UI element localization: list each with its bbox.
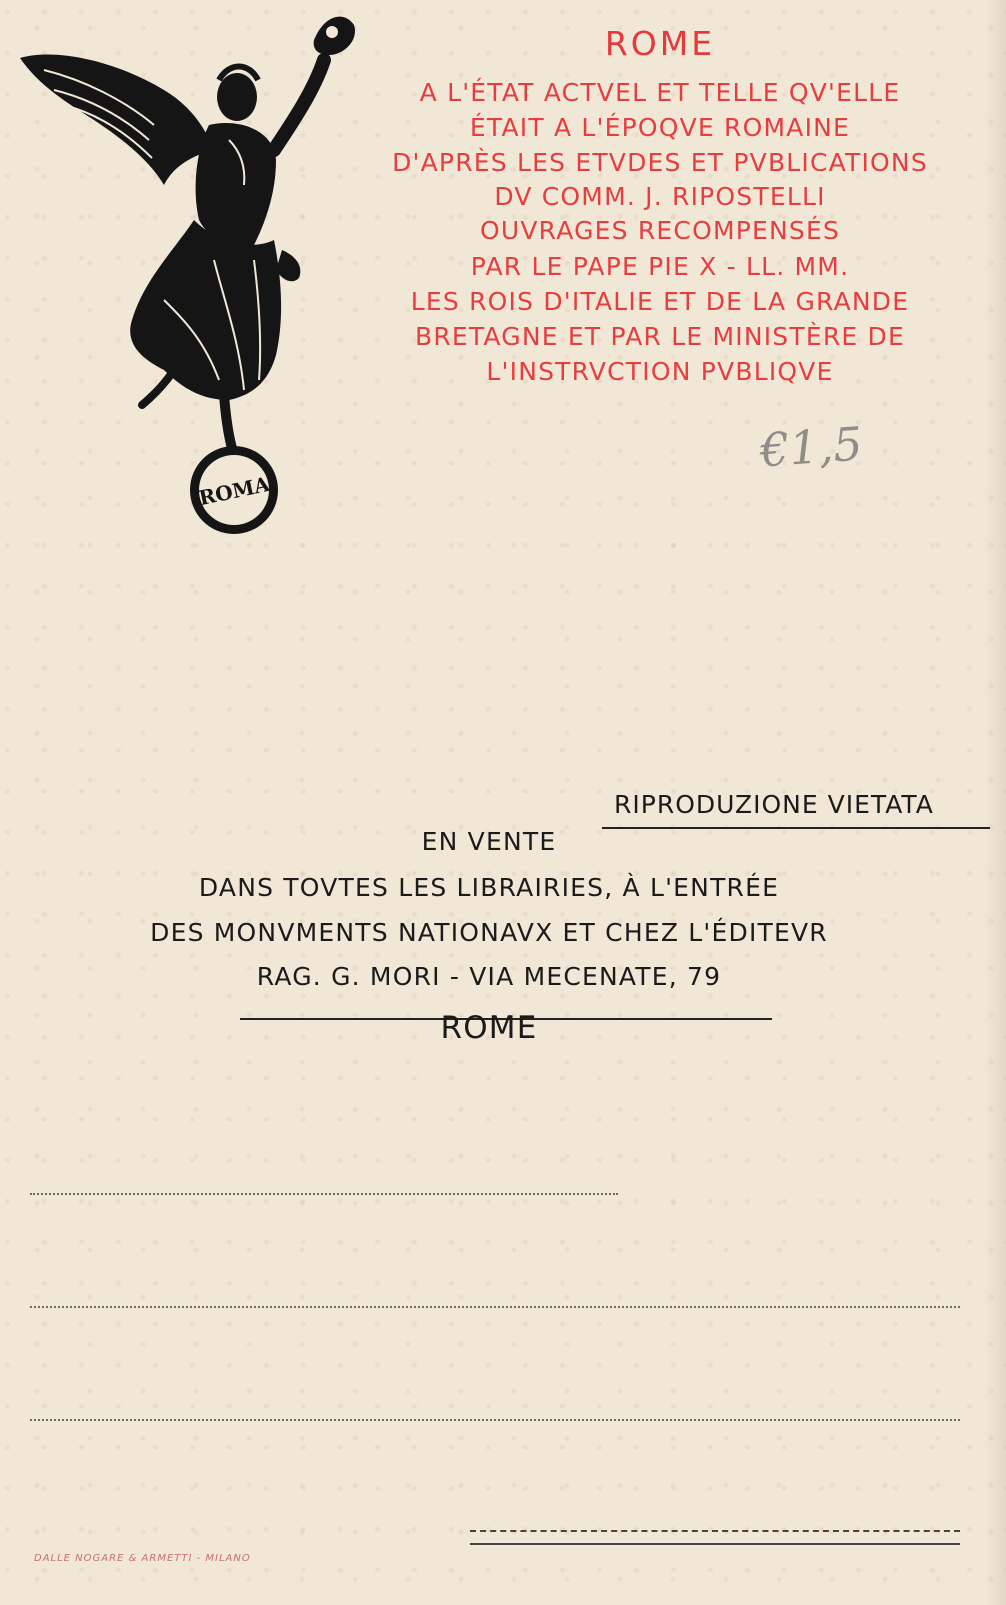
address-line-1 (30, 1193, 618, 1195)
winged-victory-icon (14, 0, 359, 550)
header-line-7: LES ROIS D'ITALIE ET DE LA GRANDE (410, 287, 910, 316)
paper-edge-shadow (984, 0, 1006, 1605)
sale-city: ROME (440, 1010, 538, 1046)
publisher-address: RAG. G. MORI - VIA MECENATE, 79 (256, 962, 722, 991)
header-line-6: PAR LE PAPE PIE X - LL. MM. (470, 252, 850, 281)
sale-line-2: DANS TOVTES LES LIBRAIRIES, À L'ENTRÉE (198, 873, 780, 902)
header-line-5: OUVRAGES RECOMPENSÉS (479, 216, 841, 245)
address-line-4 (470, 1530, 960, 1532)
sale-line-1: EN VENTE (421, 827, 557, 856)
globe-label: ROMA (196, 471, 272, 511)
price-note: €1,5 (758, 416, 865, 478)
address-line-2 (30, 1306, 960, 1308)
address-line-4-underline (470, 1543, 960, 1545)
header-line-3: D'APRÈS LES ETVDES ET PVBLICATIONS (392, 148, 928, 177)
header-line-1: A L'ÉTAT ACTVEL ET TELLE QV'ELLE (419, 78, 901, 107)
header-line-8: BRETAGNE ET PAR LE MINISTÈRE DE (414, 322, 906, 351)
address-line-3 (30, 1419, 960, 1421)
printer-credit: DALLE NOGARE & ARMETTI - MILANO (34, 1553, 251, 1564)
header-line-9: L'INSTRVCTION PVBLIQVE (486, 357, 834, 386)
header-line-4: DV COMM. J. RIPOSTELLI (494, 182, 826, 211)
header-title: ROME (604, 24, 716, 63)
sale-line-3: DES MONVMENTS NATIONAVX ET CHEZ L'ÉDITEVR (150, 918, 828, 947)
header-line-2: ÉTAIT A L'ÉPOQVE ROMAINE (469, 113, 851, 142)
reproduction-notice: RIPRODUZIONE VIETATA (614, 790, 934, 819)
